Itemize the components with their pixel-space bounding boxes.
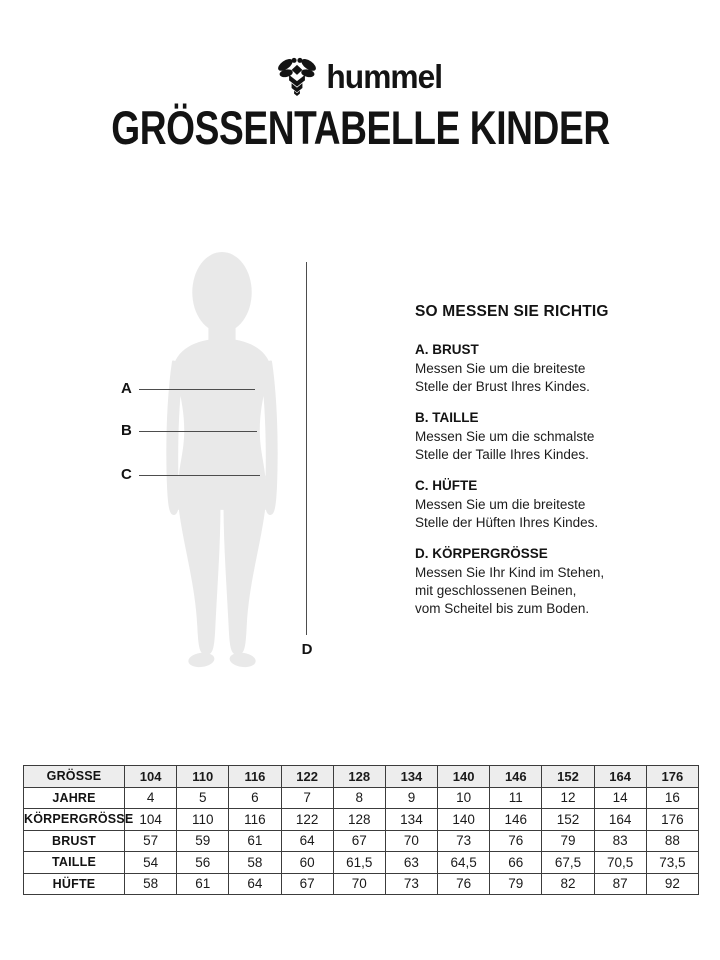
size-value-cell: 134 bbox=[385, 809, 437, 831]
size-value-cell: 4 bbox=[125, 787, 177, 809]
instruction-heading: A. BRUST bbox=[415, 342, 479, 357]
size-value-cell: 79 bbox=[542, 830, 594, 852]
instruction-section bbox=[415, 546, 630, 618]
size-value-cell: 56 bbox=[177, 852, 229, 874]
instruction-text-line: Stelle der Taille Ihres Kindes. bbox=[415, 447, 589, 462]
size-value-cell: 58 bbox=[229, 852, 281, 874]
measure-label-c: C bbox=[121, 466, 132, 483]
table-row bbox=[24, 787, 699, 809]
instruction-text-line: Messen Sie um die schmalste bbox=[415, 429, 595, 444]
size-value-cell: 73 bbox=[438, 830, 490, 852]
size-value-cell: 67,5 bbox=[542, 852, 594, 874]
page-title: GRÖSSENTABELLE KINDER bbox=[110, 101, 610, 154]
size-value-cell: 64 bbox=[229, 873, 281, 895]
instruction-text-line: Messen Sie um die breiteste bbox=[415, 497, 586, 512]
instruction-text-line: Stelle der Brust Ihres Kindes. bbox=[415, 379, 590, 394]
measure-line-waist bbox=[139, 431, 257, 432]
size-value-cell: 67 bbox=[333, 830, 385, 852]
size-value-cell: 140 bbox=[438, 809, 490, 831]
measure-label-a: A bbox=[121, 380, 132, 397]
size-value-cell: 128 bbox=[333, 766, 385, 788]
measure-line-hip bbox=[139, 475, 260, 476]
size-value-cell: 12 bbox=[542, 787, 594, 809]
size-value-cell: 63 bbox=[385, 852, 437, 874]
brand-logo bbox=[0, 54, 720, 100]
size-value-cell: 61,5 bbox=[333, 852, 385, 874]
instruction-section bbox=[415, 410, 630, 464]
table-row-label: BRUST bbox=[24, 830, 125, 852]
measure-line-height bbox=[306, 262, 307, 635]
size-value-cell: 152 bbox=[542, 809, 594, 831]
hummel-bee-icon bbox=[276, 57, 318, 97]
size-value-cell: 122 bbox=[281, 766, 333, 788]
size-value-cell: 92 bbox=[646, 873, 698, 895]
instruction-section bbox=[415, 478, 630, 532]
instruction-section bbox=[415, 342, 630, 396]
size-value-cell: 5 bbox=[177, 787, 229, 809]
size-value-cell: 6 bbox=[229, 787, 281, 809]
size-value-cell: 110 bbox=[177, 809, 229, 831]
instruction-heading: C. HÜFTE bbox=[415, 478, 478, 493]
size-value-cell: 59 bbox=[177, 830, 229, 852]
size-value-cell: 152 bbox=[542, 766, 594, 788]
table-row-label: HÜFTE bbox=[24, 873, 125, 895]
size-value-cell: 128 bbox=[333, 809, 385, 831]
size-value-cell: 61 bbox=[229, 830, 281, 852]
size-value-cell: 14 bbox=[594, 787, 646, 809]
size-value-cell: 76 bbox=[490, 830, 542, 852]
instructions-title: SO MESSEN SIE RICHTIG bbox=[415, 303, 609, 320]
size-value-cell: 176 bbox=[646, 766, 698, 788]
size-value-cell: 164 bbox=[594, 766, 646, 788]
size-value-cell: 11 bbox=[490, 787, 542, 809]
instruction-text-line: vom Scheitel bis zum Boden. bbox=[415, 601, 590, 616]
size-value-cell: 70 bbox=[333, 873, 385, 895]
size-value-cell: 16 bbox=[646, 787, 698, 809]
instruction-text-line: Stelle der Hüften Ihres Kindes. bbox=[415, 515, 599, 530]
size-value-cell: 79 bbox=[490, 873, 542, 895]
size-value-cell: 110 bbox=[177, 766, 229, 788]
table-row bbox=[24, 809, 699, 831]
instruction-sections bbox=[415, 342, 630, 618]
size-table-body bbox=[24, 766, 699, 895]
table-row bbox=[24, 830, 699, 852]
child-silhouette bbox=[164, 252, 280, 670]
instruction-heading: B. TAILLE bbox=[415, 410, 479, 425]
size-value-cell: 164 bbox=[594, 809, 646, 831]
size-value-cell: 67 bbox=[281, 873, 333, 895]
size-value-cell: 70,5 bbox=[594, 852, 646, 874]
size-value-cell: 134 bbox=[385, 766, 437, 788]
size-value-cell: 64 bbox=[281, 830, 333, 852]
instruction-text-line: Messen Sie Ihr Kind im Stehen, bbox=[415, 565, 605, 580]
size-value-cell: 10 bbox=[438, 787, 490, 809]
table-row-label: KÖRPERGRÖSSE bbox=[24, 809, 125, 831]
size-value-cell: 104 bbox=[125, 809, 177, 831]
instruction-heading: D. KÖRPERGRÖSSE bbox=[415, 546, 548, 561]
size-value-cell: 88 bbox=[646, 830, 698, 852]
size-value-cell: 73,5 bbox=[646, 852, 698, 874]
size-value-cell: 116 bbox=[229, 766, 281, 788]
brand-wordmark: hummel bbox=[326, 57, 442, 95]
size-value-cell: 66 bbox=[490, 852, 542, 874]
size-value-cell: 8 bbox=[333, 787, 385, 809]
size-value-cell: 140 bbox=[438, 766, 490, 788]
size-value-cell: 176 bbox=[646, 809, 698, 831]
size-value-cell: 73 bbox=[385, 873, 437, 895]
measure-label-b: B bbox=[121, 422, 132, 439]
size-value-cell: 64,5 bbox=[438, 852, 490, 874]
size-value-cell: 76 bbox=[438, 873, 490, 895]
table-row bbox=[24, 873, 699, 895]
size-value-cell: 70 bbox=[385, 830, 437, 852]
size-value-cell: 61 bbox=[177, 873, 229, 895]
size-value-cell: 60 bbox=[281, 852, 333, 874]
size-value-cell: 9 bbox=[385, 787, 437, 809]
size-value-cell: 104 bbox=[125, 766, 177, 788]
size-value-cell: 58 bbox=[125, 873, 177, 895]
size-value-cell: 116 bbox=[229, 809, 281, 831]
size-value-cell: 146 bbox=[490, 809, 542, 831]
size-value-cell: 7 bbox=[281, 787, 333, 809]
size-value-cell: 54 bbox=[125, 852, 177, 874]
size-value-cell: 87 bbox=[594, 873, 646, 895]
table-row-label: JAHRE bbox=[24, 787, 125, 809]
measure-line-chest bbox=[139, 389, 255, 390]
size-value-cell: 146 bbox=[490, 766, 542, 788]
instruction-text-line: mit geschlossenen Beinen, bbox=[415, 583, 577, 598]
table-row bbox=[24, 766, 699, 788]
instruction-text-line: Messen Sie um die breiteste bbox=[415, 361, 586, 376]
size-table bbox=[23, 765, 699, 895]
table-row-label: GRÖSSE bbox=[24, 766, 125, 788]
measure-label-d: D bbox=[301, 641, 313, 658]
table-row-label: TAILLE bbox=[24, 852, 125, 874]
size-value-cell: 82 bbox=[542, 873, 594, 895]
size-value-cell: 83 bbox=[594, 830, 646, 852]
size-value-cell: 122 bbox=[281, 809, 333, 831]
measuring-instructions bbox=[415, 303, 630, 632]
table-row bbox=[24, 852, 699, 874]
size-value-cell: 57 bbox=[125, 830, 177, 852]
